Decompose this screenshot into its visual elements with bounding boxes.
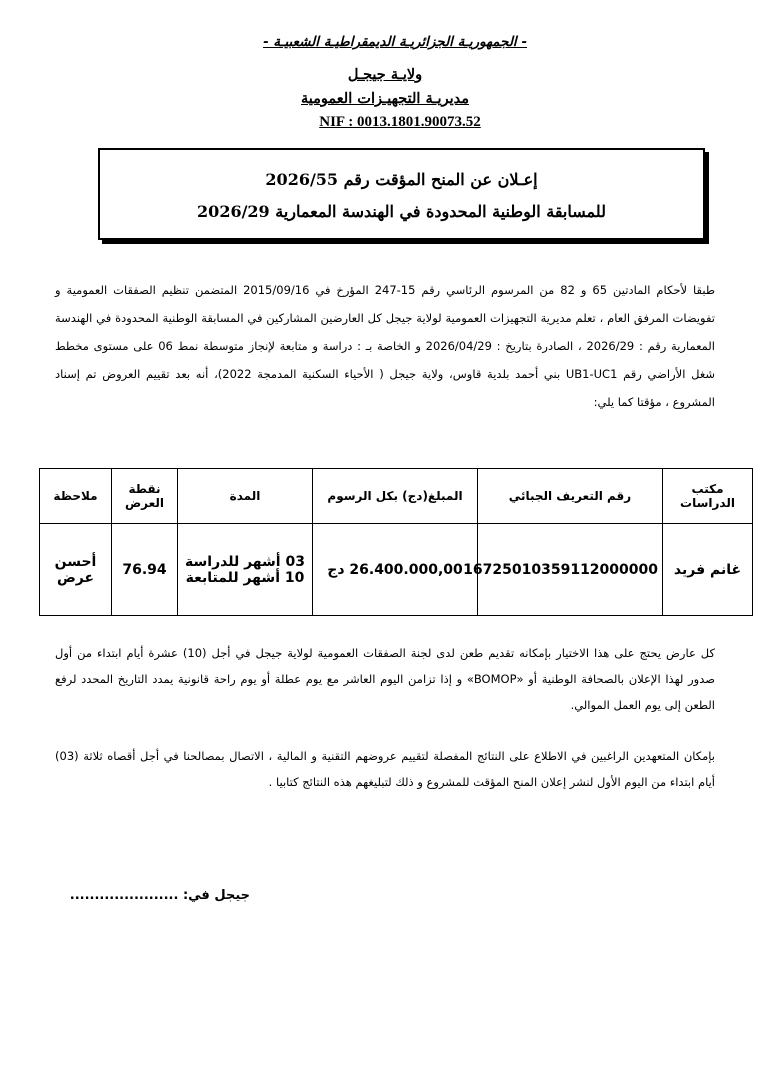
col-header-note: ملاحظة: [40, 469, 112, 524]
wilaya-name: ولايـة جيجـل: [347, 66, 423, 83]
table-header-row: [40, 469, 753, 524]
cell-amount: 26.400.000,00 دج: [313, 524, 478, 616]
col-header-amount: المبلغ(دج) بكل الرسوم: [313, 469, 478, 524]
cell-score: 76.94: [112, 524, 178, 616]
republic-header: - الجمهوريـة الجزائريـة الديمقراطيـة الشعبيـة -: [262, 34, 527, 50]
competition-title: للمسابقة الوطنية المحدودة في الهندسة المعمارية 2026/29: [197, 202, 606, 221]
contact-paragraph: بإمكان المتعهدين الراغبين في الاطلاع على النتائج المفصلة لتقييم عروضهم التقنية و المالية ، الاتصال بمصالحنا في أجل أقصاه ثلاثة (03) أيام ابتداء من اليوم الأول لنشر إعلان المنح المؤقت للمشروع و ذلك لتبليغهم هذه النتائج كتابيا .: [55, 749, 715, 789]
award-table: [39, 468, 753, 616]
col-header-tax-id: رقم التعريف الجبائي: [478, 469, 663, 524]
cell-office: غانم فريد: [663, 524, 753, 616]
col-header-duration: المدة: [178, 469, 313, 524]
appeal-paragraph: كل عارض يحتج على هذا الاختيار بإمكانه تقديم طعن لدى لجنة الصفقات العمومية لولاية جيجل في أجل (10) عشرة أيام ابتداء من أول صدور لهذا الإعلان بالصحافة الوطنية أو «BOMOP» و إذا تزامن اليوم العاشر مع يوم عطلة أو يوم راحة قانونية يمدد التاريخ المحدد لرفع الطعن إلى يوم العمل الموالي.: [55, 646, 716, 712]
announcement-title-box: [98, 148, 705, 240]
place-date-line: جيجل في: ......................: [69, 888, 250, 903]
table-row: [40, 524, 753, 616]
nif-number: NIF : 0013.1801.90073.52: [319, 114, 481, 130]
col-header-office: مكتب الدراسات: [663, 469, 753, 524]
directorate-name: مديريـة التجهيـزات العمومية: [301, 90, 469, 107]
intro-paragraph: طبقا لأحكام المادتين 65 و 82 من المرسوم الرئاسي رقم 15-247 المؤرخ في 2015/09/16 المتضمن تنظيم الصفقات العمومية و تفويضات المرفق العام ، تعلم مديرية التجهيزات العمومية لولاية جيجل كل العارضين المشاركين في المسابقة الوطنية المحدودة في الهندسة المعمارية رقم : 2026/29 ، الصادرة بتاريخ : 2026/04/29 و الخاصة بـ : دراسة و متابعة لإنجاز متوسطة نمط 06 على مستوى مخطط شغل الأراضي رقم UB1-UC1 بني أحمد بلدية قاوس، ولاية جيجل ( الأحياء السكنية المدمجة 2022)، أنه بعد تقييم العروض تم إسناد المشروع ، مؤقتا كما يلي:: [55, 283, 716, 409]
cell-duration: 03 أشهر للدراسة 10 أشهر للمتابعة: [178, 524, 313, 616]
col-header-score: نقطة العرض: [112, 469, 178, 524]
announcement-title: إعـلان عن المنح المؤقت رقم 2026/55: [265, 170, 538, 189]
cell-tax-id: 16725010359112000000: [478, 524, 663, 616]
cell-note: أحسن عرض: [40, 524, 112, 616]
